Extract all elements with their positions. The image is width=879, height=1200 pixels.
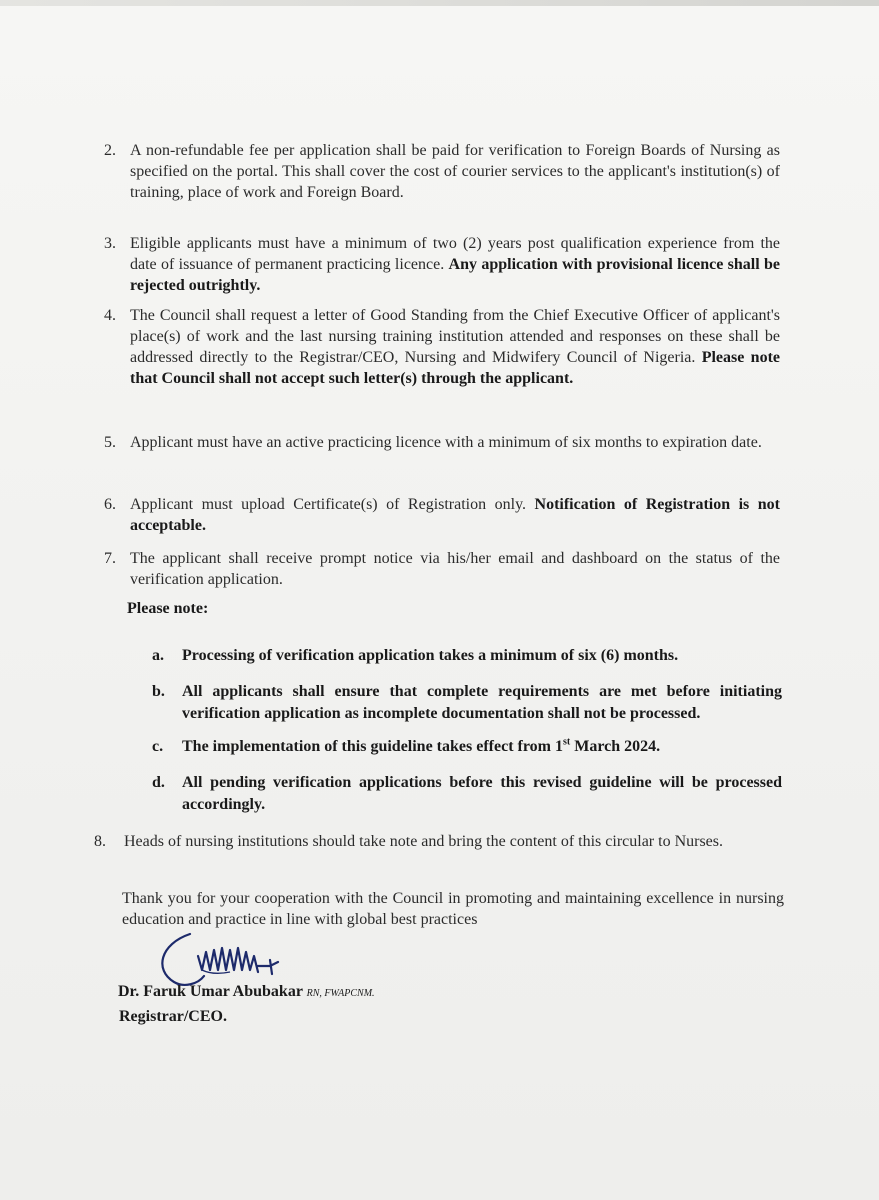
item-3-text bbox=[130, 233, 780, 296]
signatory-title: Registrar/CEO. bbox=[119, 1008, 227, 1025]
note-letter: c. bbox=[152, 738, 164, 755]
closing-text: Thank you for your cooperation with the Council in promoting and maintaining excellence in nursing education and practice in line with global best practices bbox=[122, 890, 784, 928]
item-4-text bbox=[130, 305, 780, 389]
item-3-bold: Any application with provisional licence shall be rejected outrightly. bbox=[130, 256, 780, 294]
note-c-after: March 2024. bbox=[570, 738, 661, 755]
item-5-text: Applicant must have an active practicing licence with a minimum of six months to expiration date. bbox=[130, 434, 762, 451]
item-number: 6. bbox=[104, 496, 116, 513]
item-6-text bbox=[130, 494, 780, 536]
note-c-before: The implementation of this guideline takes effect from 1 bbox=[182, 738, 563, 755]
note-c-sup: st bbox=[563, 736, 571, 748]
note-c-text bbox=[182, 736, 782, 758]
item-2-text: A non-refundable fee per application shall be paid for verification to Foreign Boards of Nursing as specified on the portal. This shall cover the cost of courier services to the applicant's institution(s) of training, place of work and Foreign Board. bbox=[130, 142, 780, 201]
scan-edge bbox=[0, 0, 879, 6]
item-number: 8. bbox=[94, 833, 106, 850]
item-number: 7. bbox=[104, 550, 116, 567]
item-4-body: The Council shall request a letter of Good Standing from the Chief Executive Officer of applicant's place(s) of work and the last nursing training institution attended and responses on these shall be addressed directly to the Registrar/CEO, Nursing and Midwifery Council of Nigeria. bbox=[130, 307, 780, 366]
note-letter: b. bbox=[152, 683, 165, 700]
item-3-body: Eligible applicants must have a minimum of two (2) years post qualification experience from the date of issuance of permanent practicing licence. bbox=[130, 235, 780, 273]
item-8-text: Heads of nursing institutions should take note and bring the content of this circular to Nurses. bbox=[124, 833, 723, 850]
item-number: 2. bbox=[104, 142, 116, 159]
note-letter: d. bbox=[152, 774, 165, 791]
item-number: 5. bbox=[104, 434, 116, 451]
item-7-text: The applicant shall receive prompt notice via his/her email and dashboard on the status of the verification application. bbox=[130, 550, 780, 588]
note-a-text: Processing of verification application takes a minimum of six (6) months. bbox=[182, 647, 679, 664]
please-note-heading: Please note: bbox=[127, 600, 209, 617]
note-letter: a. bbox=[152, 647, 164, 664]
signatory-name-block bbox=[118, 983, 375, 1001]
signatory-credentials: RN, FWAPCNM. bbox=[306, 988, 375, 999]
note-b-text: All applicants shall ensure that complete requirements are met before initiating verification application as incomplete documentation shall not be processed. bbox=[182, 683, 782, 722]
signatory-name: Dr. Faruk Umar Abubakar bbox=[118, 983, 303, 1000]
item-number: 3. bbox=[104, 235, 116, 252]
item-6-body: Applicant must upload Certificate(s) of Registration only. bbox=[130, 496, 535, 513]
note-d-text: All pending verification applications before this revised guideline will be processed accordingly. bbox=[182, 774, 782, 813]
item-4-bold: Please note that Council shall not accept such letter(s) through the applicant. bbox=[130, 349, 781, 387]
item-6-bold: Notification of Registration is not acceptable. bbox=[130, 496, 780, 534]
item-number: 4. bbox=[104, 307, 116, 324]
